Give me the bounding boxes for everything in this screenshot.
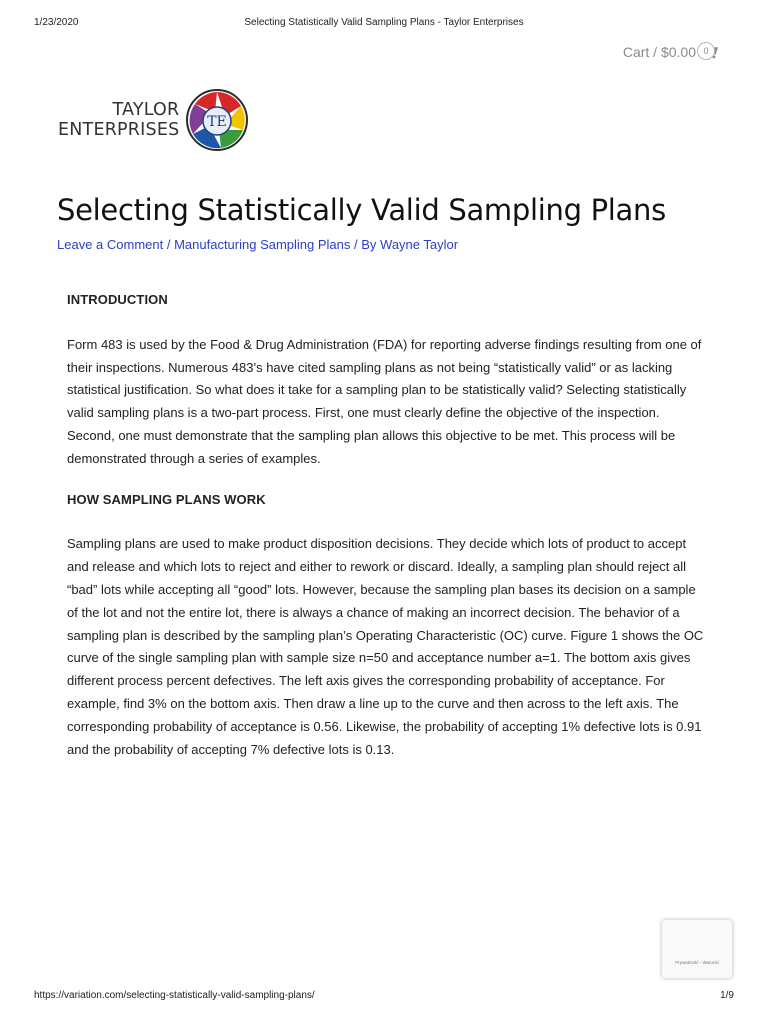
- print-url: https://variation.com/selecting-statistically-valid-sampling-plans/: [34, 990, 315, 1001]
- print-page-title: Selecting Statistically Valid Sampling Plans - Taylor Enterprises: [244, 17, 524, 28]
- page-number: 1/9: [720, 990, 734, 1001]
- category-link[interactable]: Manufacturing Sampling Plans: [174, 237, 351, 252]
- meta-separator: /: [163, 237, 175, 252]
- logo-wordmark: [58, 100, 179, 140]
- recaptcha-badge[interactable]: [662, 920, 732, 978]
- logo-line-1: TAYLOR: [112, 100, 180, 120]
- meta-by-separator: / By: [350, 237, 381, 252]
- recaptcha-text: Prywatność - Warunki: [675, 960, 719, 965]
- section-heading-how-sampling-plans-work: HOW SAMPLING PLANS WORK: [67, 491, 266, 507]
- paragraph-introduction: Form 483 is used by the Food & Drug Administration (FDA) for reporting adverse findings resulting from one of their inspections. Numerous 483’s have cited sampling plans as not being “statistically valid” or as lacking statistical justification. So what does it take for a sampling plan to be statistically valid? Selecting statistically valid sampling plans is a two-part process. First, one must clearly define the objective of the inspection. Second, one must demonstrate that the sampling plan allows this objective to be met. This process will be demonstrated through a series of examples.: [67, 336, 702, 466]
- article-body: [67, 289, 709, 779]
- print-date: 1/23/2020: [34, 17, 79, 28]
- cart-count-badge: 0: [697, 42, 715, 60]
- post-meta: [57, 237, 458, 252]
- site-logo[interactable]: [58, 88, 249, 152]
- logo-mark-icon: [185, 88, 249, 152]
- logo-line-2: ENTERPRISES: [58, 120, 180, 140]
- paragraph-how-sampling-plans-work: Sampling plans are used to make product disposition decisions. They decide which lots of product to accept and release and which lots to reject and either to rework or discard. Ideally, a sampling plan should reject all “bad” lots while accepting all “good” lots. However, because the sampling plan bases its decision on a sample of the lot and not the entire lot, there is always a chance of making an incorrect decision. The behavior of a sampling plan is described by the sampling plan’s Operating Characteristic (OC) curve. Figure 1 shows the OC curve of the single sampling plan with sample size n=50 and acceptance number a=1. The bottom axis gives different process percent defectives. The left axis gives the corresponding probability of acceptance. For example, find 3% on the bottom axis. Then draw a line up to the curve and then across to the left axis. The corresponding probability of acceptance is 0.56. Likewise, the probability of accepting 1% defective lots is 0.91 and the probability of accepting 7% defective lots is 0.13.: [67, 536, 704, 757]
- print-header: [34, 17, 734, 31]
- author-link[interactable]: Wayne Taylor: [380, 237, 459, 252]
- section-heading-introduction: INTRODUCTION: [67, 292, 168, 307]
- page-title: Selecting Statistically Valid Sampling Plans: [57, 193, 666, 227]
- cart-label: Cart / $0.00: [622, 44, 696, 60]
- print-footer: [34, 990, 734, 1004]
- logo-monogram: TE: [207, 114, 228, 130]
- leave-comment-link[interactable]: Leave a Comment: [57, 237, 164, 252]
